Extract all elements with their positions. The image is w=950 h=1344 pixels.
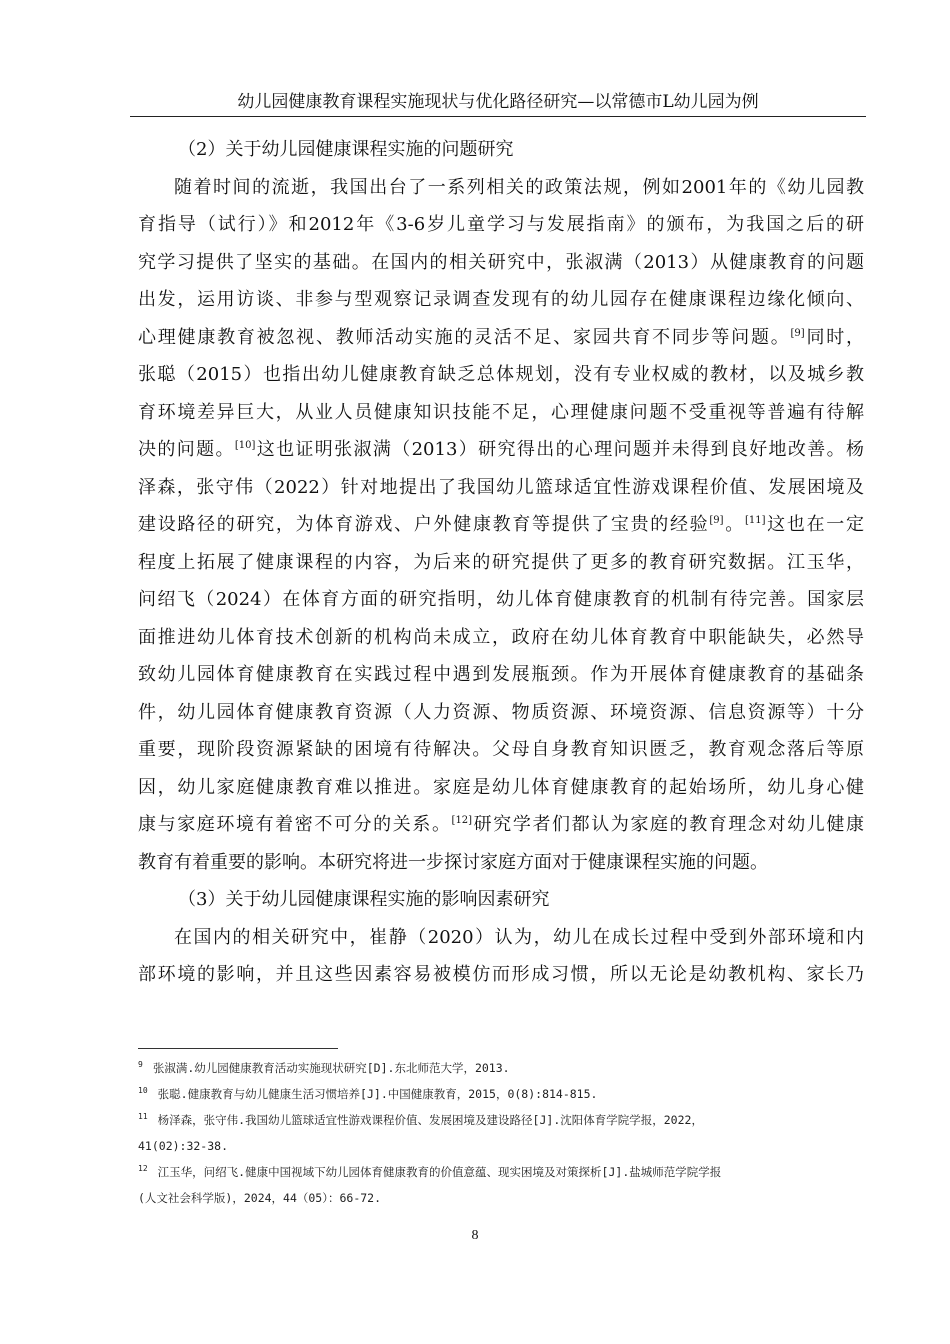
paragraph-line: 件，幼儿园体育健康教育资源（人力资源、物质资源、环境资源、信息资源等）十分 (138, 701, 864, 723)
paragraph-line: 重要，现阶段资源紧缺的困境有待解决。父母自身教育知识匮乏，教育观念落后等原 (138, 739, 864, 760)
footnote-divider (138, 1048, 338, 1049)
line-text: 建设路径的研究，为体育游戏、户外健康教育等提供了宝贵的经验 (138, 514, 710, 535)
citation-ref: [12] (451, 815, 473, 826)
line-text: 康与家庭环境有着密不可分的关系。 (138, 814, 452, 835)
paragraph-line: 育指导（试行）》和2012年《3-6岁儿童学习与发展指南》的颁布，为我国之后的研 (138, 214, 864, 235)
paragraph-line: 面推进幼儿体育技术创新的机构尚未成立，政府在幼儿体育教育中职能缺失，必然导 (138, 626, 864, 648)
paragraph-line: 程度上拓展了健康课程的内容，为后来的研究提供了更多的教育研究数据。江玉华， (138, 551, 864, 573)
citation-ref: [9] (709, 515, 724, 526)
line-text: 这也在一定 (765, 514, 864, 535)
footnotes (138, 1055, 864, 1211)
footnote-continuation: 41(02):32-38. (138, 1139, 229, 1153)
paragraph-line: 出发，运用访谈、非参与型观察记录调查发现有的幼儿园存在健康课程边缘化倾向、 (138, 289, 864, 310)
paragraph-line: 部环境的影响，并且这些因素容易被模仿而形成习惯，所以无论是幼教机构、家长乃 (138, 964, 864, 985)
footnote (138, 1081, 864, 1107)
line-text: 心理健康教育被忽视、教师活动实施的灵活不足、家园共育不同步等问题。 (138, 326, 791, 348)
paragraph-line: 致幼儿园体育健康教育在实践过程中遇到发展瓶颈。作为开展体育健康教育的基础条 (138, 664, 864, 685)
footnote-text: 张聪.健康教育与幼儿健康生活习惯培养[J].中国健康教育，2015，0(8):814-815. (157, 1087, 598, 1101)
section-heading-2: （2）关于幼儿园健康课程实施的问题研究 (178, 139, 514, 160)
paragraph-line: 在国内的相关研究中，崔静（2020）认为，幼儿在成长过程中受到外部环境和内 (174, 926, 864, 948)
footnote-mark: 12 (138, 1164, 148, 1173)
footnote-mark: 9 (138, 1060, 143, 1069)
paragraph-line: 育环境差异巨大，从业人员健康知识技能不足，心理健康问题不受重视等普遍有待解 (138, 401, 864, 423)
running-header: 幼儿园健康教育课程实施现状与优化路径研究—以常德市L幼儿园为例 (130, 90, 866, 117)
footnote-text: 江玉华，问绍飞.健康中国视域下幼儿园体育健康教育的价值意蕴、现实困境及对策探析[J].盐城师范学院学报 (157, 1165, 722, 1179)
section-heading-3: （3）关于幼儿园健康课程实施的影响因素研究 (178, 889, 550, 910)
footnote-text: 张淑满.幼儿园健康教育活动实施现状研究[D].东北师范大学，2013. (152, 1061, 510, 1075)
line-text: 决的问题。 (138, 439, 235, 460)
footnote (138, 1107, 864, 1133)
paragraph-line: 张聪（2015）也指出幼儿健康教育缺乏总体规划，没有专业权威的教材，以及城乡教 (138, 364, 864, 385)
footnote-mark: 11 (138, 1112, 148, 1121)
paragraph-line (138, 319, 864, 357)
footnote-mark: 10 (138, 1086, 148, 1095)
paragraph-line: 教育有着重要的影响。本研究将进一步探讨家庭方面对于健康课程实施的问题。 (138, 851, 768, 873)
line-text: 。 (723, 514, 745, 535)
body-text (138, 131, 864, 994)
footnote (138, 1055, 864, 1081)
paragraph-line: 因，幼儿家庭健康教育难以推进。家庭是幼儿体育健康教育的起始场所，幼儿身心健 (138, 776, 864, 798)
citation-ref: [11] (744, 515, 766, 526)
footnote-text: 杨泽森，张守伟.我国幼儿篮球适宜性游戏课程价值、发展困境及建设路径[J].沈阳体育学院学报，2022， (157, 1113, 703, 1127)
footnote (138, 1159, 864, 1185)
paragraph-line: 问绍飞（2024）在体育方面的研究指明，幼儿体育健康教育的机制有待完善。国家层 (138, 589, 864, 610)
paragraph-line: 究学习提供了坚实的基础。在国内的相关研究中，张淑满（2013）从健康教育的问题 (138, 251, 864, 273)
line-text: 同时， (804, 326, 865, 348)
footnote-continuation: (人文社会科学版)，2024，44（05）：66-72. (138, 1191, 382, 1205)
paragraph-line (138, 506, 864, 544)
citation-ref: [9] (790, 327, 805, 339)
line-text: 研究学者们都认为家庭的教育理念对幼儿健康 (472, 814, 865, 835)
page-number: 8 (471, 1228, 479, 1243)
line-text: 这也证明张淑满（2013）研究得出的心理问题并未得到良好地改善。杨 (255, 439, 864, 460)
paragraph-line: 随着时间的流逝，我国出台了一系列相关的政策法规，例如2001年的《幼儿园教 (174, 176, 864, 198)
citation-ref: [10] (234, 440, 256, 451)
paragraph-line (138, 431, 864, 469)
paragraph-line: 泽森，张守伟（2022）针对地提出了我国幼儿篮球适宜性游戏课程价值、发展困境及 (138, 476, 864, 498)
paragraph-line (138, 806, 864, 844)
